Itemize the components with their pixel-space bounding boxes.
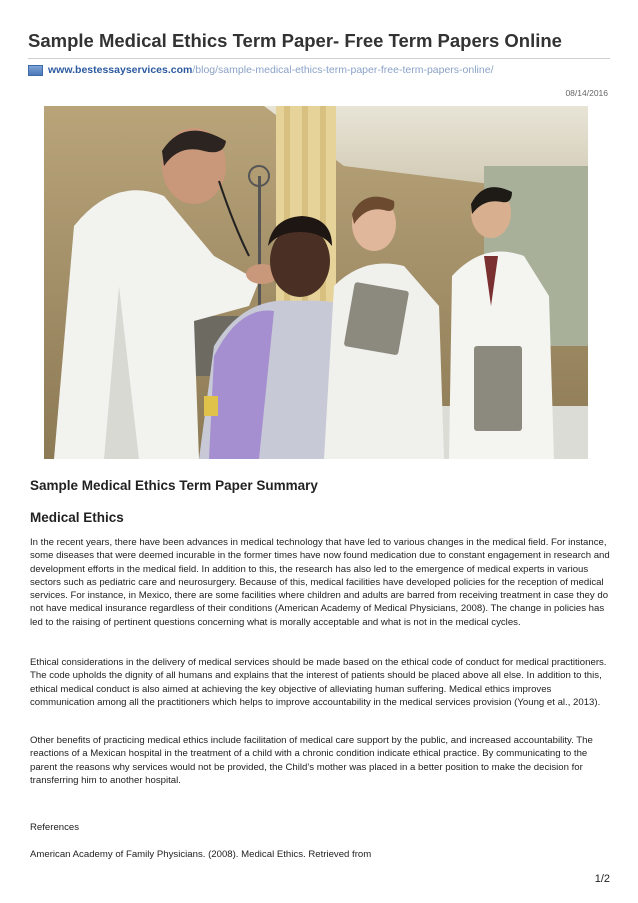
url-domain[interactable]: www.bestessayservices.com — [48, 64, 193, 76]
title-divider — [28, 58, 610, 59]
paragraph-3: Other benefits of practicing medical ethics include facilitation of medical care support by the public, and increased accountability. The reactions of a Mexican hospital in the treatment of a child with a chronic condition indicate ethical practice. By communicating to the parent the reasons why services would not be provided, the Child’s mother was placed in a better position to make the decision for transferring him to another hospital. — [30, 735, 593, 786]
section-heading: Medical Ethics — [30, 510, 124, 525]
summary-heading: Sample Medical Ethics Term Paper Summary — [30, 478, 318, 493]
references-label: References — [30, 822, 80, 833]
paragraph-1: In the recent years, there have been advances in medical technology that have led to various changes in the medical field. For instance, some diseases that were deemed incurable in the former times have now found medication due to constant engagement in research and development efforts in the medical field. In addition to this, the research has also led to the emergence of medical experts in various sectors such as pediatric care and neurosurgery. Because of this, medical facilities have developed policies for the reception of medical services. For instance, in Mexico, there are some facilities where children and adults are barred from receiving treatment in case they do not have medical insurance regardless of their conditions (American Academy of Medical Physicians, 2008). The change in policies has led to the raising of pertinent questions concerning what is morally acceptable and what is not in the medical cycles. — [30, 537, 610, 628]
reference-item: American Academy of Family Physicians. (2008). Medical Ethics. Retrieved from — [30, 849, 372, 860]
paragraph-2: Ethical considerations in the delivery of medical services should be made based on the ethical code of conduct for medical practitioners. The code upholds the dignity of all humans and explains that the interest of patients should be placed above all else. In addition to this, ethical medical conduct is also aimed at achieving the key objective of alleviating human suffering. Medical ethics improves communication among all the practitioners which helps to improve accountability in the medical services provision (Young et al., 2013). — [30, 657, 607, 708]
publish-date: 08/14/2016 — [565, 88, 608, 98]
page-title: Sample Medical Ethics Term Paper- Free Term Papers Online — [28, 30, 562, 51]
url-path[interactable]: /blog/sample-medical-ethics-term-paper-free-term-papers-online/ — [192, 64, 494, 76]
hospital-photo — [44, 106, 588, 459]
page-number: 1/2 — [594, 873, 610, 885]
link-icon — [28, 65, 43, 76]
source-url[interactable] — [28, 64, 494, 76]
